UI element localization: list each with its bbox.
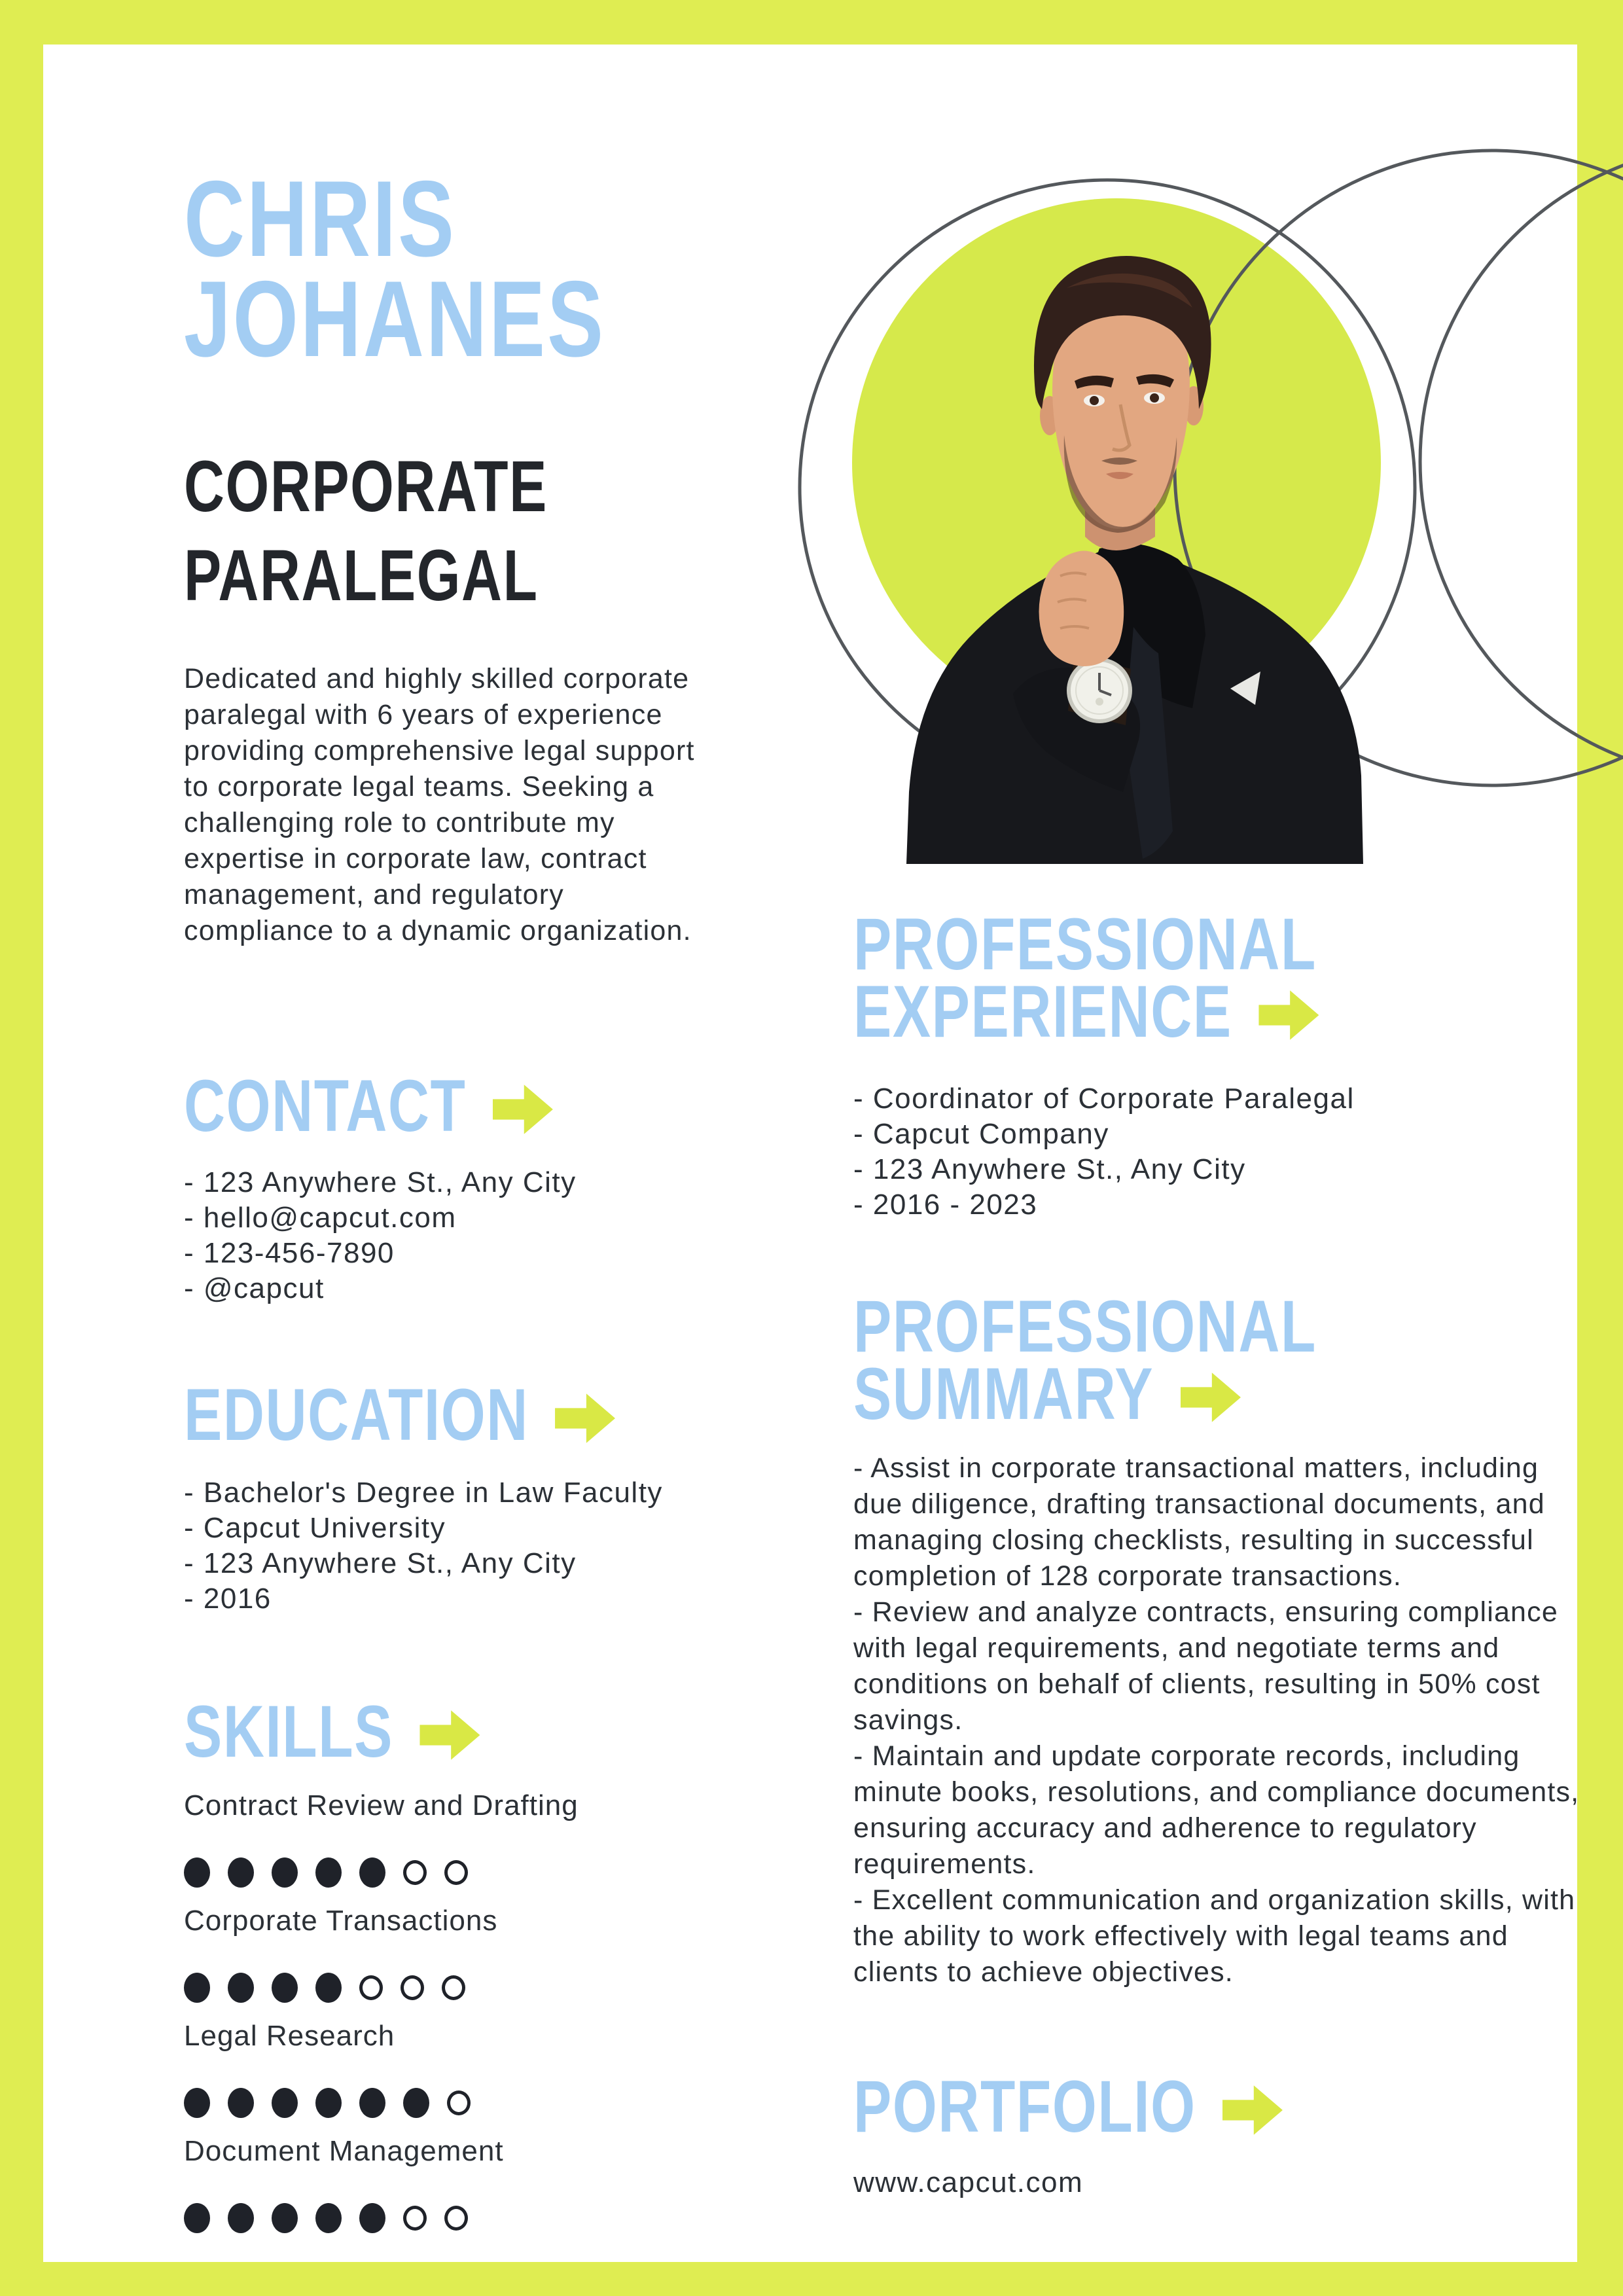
skill-item bbox=[184, 2135, 773, 2233]
empty-dot-icon bbox=[444, 2206, 468, 2231]
list-item: - 123 Anywhere St., Any City bbox=[853, 1153, 1246, 1185]
job-title bbox=[184, 442, 651, 620]
job-title-line1: CORPORATE bbox=[184, 446, 548, 527]
filled-dot-icon bbox=[228, 1857, 254, 1888]
filled-dot-icon bbox=[403, 2088, 429, 2118]
skill-rating-dots bbox=[184, 1973, 773, 2003]
experience-list bbox=[853, 1081, 1355, 1223]
skill-label: Document Management bbox=[184, 2135, 504, 2167]
filled-dot-icon bbox=[228, 1973, 254, 2003]
list-item: - @capcut bbox=[184, 1272, 325, 1304]
list-item: - Capcut Company bbox=[853, 1118, 1109, 1150]
filled-dot-icon bbox=[315, 1973, 342, 2003]
arrow-right-icon bbox=[1181, 1364, 1241, 1431]
arrow-right-icon bbox=[493, 1076, 553, 1143]
list-item: - Maintain and update corporate records, including minute books, resolutions, and compliance documents, ensuring accuracy and adherence to regulatory requirements. bbox=[853, 1740, 1580, 1880]
empty-dot-icon bbox=[403, 2206, 427, 2231]
empty-dot-icon bbox=[442, 1975, 465, 2000]
list-item: - 2016 bbox=[184, 1583, 272, 1615]
list-item: - 2016 - 2023 bbox=[853, 1189, 1038, 1221]
skills-heading-label: SKILLS bbox=[184, 1691, 393, 1772]
empty-dot-icon bbox=[401, 1975, 424, 2000]
portfolio-url: www.capcut.com bbox=[853, 2166, 1084, 2198]
education-list bbox=[184, 1475, 663, 1617]
contact-list bbox=[184, 1165, 577, 1306]
experience-heading bbox=[853, 903, 1448, 1052]
empty-dot-icon bbox=[359, 1975, 383, 2000]
filled-dot-icon bbox=[272, 1857, 298, 1888]
empty-dot-icon bbox=[403, 1860, 427, 1885]
filled-dot-icon bbox=[315, 2203, 342, 2233]
skill-label: Corporate Transactions bbox=[184, 1905, 498, 1937]
filled-dot-icon bbox=[359, 1857, 385, 1888]
skill-label: Contract Review and Drafting bbox=[184, 1789, 579, 1821]
list-item: - 123 Anywhere St., Any City bbox=[184, 1166, 577, 1198]
filled-dot-icon bbox=[184, 2203, 210, 2233]
list-item: - hello@capcut.com bbox=[184, 1202, 457, 1234]
experience-heading-line2: EXPERIENCE bbox=[853, 971, 1232, 1052]
filled-dot-icon bbox=[228, 2203, 254, 2233]
intro-summary: Dedicated and highly skilled corporate paralegal with 6 years of experience providing comprehensive legal support to corporate legal teams. Seeking a challenging role to contribute my expertise in corporate law, contract management, and regulatory compliance to a dynamic organization. bbox=[184, 663, 695, 946]
education-heading bbox=[184, 1374, 720, 1456]
arrow-right-icon bbox=[420, 1702, 480, 1769]
job-title-line2: PARALEGAL bbox=[184, 535, 539, 616]
skill-rating-dots bbox=[184, 1857, 773, 1888]
first-name: CHRIS bbox=[184, 158, 457, 279]
arrow-right-icon bbox=[1258, 982, 1319, 1049]
filled-dot-icon bbox=[315, 2088, 342, 2118]
filled-dot-icon bbox=[272, 1973, 298, 2003]
arrow-right-icon bbox=[1222, 2077, 1283, 2144]
filled-dot-icon bbox=[228, 2088, 254, 2118]
filled-dot-icon bbox=[184, 2088, 210, 2118]
skill-rating-dots bbox=[184, 2203, 773, 2233]
skill-rating-dots bbox=[184, 2088, 773, 2118]
filled-dot-icon bbox=[359, 2088, 385, 2118]
list-item: - Bachelor's Degree in Law Faculty bbox=[184, 1477, 663, 1509]
contact-heading-label: CONTACT bbox=[184, 1065, 467, 1147]
list-item: - 123 Anywhere St., Any City bbox=[184, 1547, 577, 1579]
list-item: - Coordinator of Corporate Paralegal bbox=[853, 1083, 1355, 1115]
empty-dot-icon bbox=[447, 2090, 471, 2115]
arrow-right-icon bbox=[555, 1385, 615, 1452]
contact-heading bbox=[184, 1065, 640, 1147]
list-item: - Assist in corporate transactional matters, including due diligence, drafting transactional documents, and managing closing checklists, resulting in successful completion of 128 corporate transactions. bbox=[853, 1452, 1545, 1592]
skill-label: Legal Research bbox=[184, 2020, 395, 2052]
portfolio-heading-label: PORTFOLIO bbox=[853, 2066, 1196, 2147]
filled-dot-icon bbox=[359, 2203, 385, 2233]
last-name: JOHANES bbox=[184, 259, 606, 379]
professional-summary-heading-line1: PROFESSIONAL bbox=[853, 1285, 1317, 1367]
filled-dot-icon bbox=[184, 1857, 210, 1888]
person-name bbox=[184, 158, 724, 379]
professional-summary-list bbox=[853, 1450, 1586, 1990]
skills-heading bbox=[184, 1691, 546, 1772]
list-item: - Capcut University bbox=[184, 1512, 446, 1544]
skills-list bbox=[184, 1789, 773, 2233]
filled-dot-icon bbox=[272, 2203, 298, 2233]
empty-dot-icon bbox=[444, 1860, 468, 1885]
portfolio-heading bbox=[853, 2066, 1387, 2147]
skill-item bbox=[184, 2020, 773, 2118]
education-heading-label: EDUCATION bbox=[184, 1374, 529, 1456]
experience-heading-line1: PROFESSIONAL bbox=[853, 903, 1317, 985]
list-item: - Review and analyze contracts, ensuring compliance with legal requirements, and negotiate terms and conditions on behalf of clients, resulting in 50% cost savings. bbox=[853, 1596, 1558, 1736]
profile-photo-area bbox=[772, 79, 1623, 864]
filled-dot-icon bbox=[272, 2088, 298, 2118]
decor-circle-3 bbox=[1420, 144, 1623, 779]
filled-dot-icon bbox=[315, 1857, 342, 1888]
professional-summary-heading bbox=[853, 1285, 1448, 1435]
filled-dot-icon bbox=[184, 1973, 210, 2003]
list-item: - Excellent communication and organization skills, with the ability to work effectively with legal teams and clients to achieve objectives. bbox=[853, 1884, 1576, 1988]
professional-summary-heading-line2: SUMMARY bbox=[853, 1353, 1154, 1435]
list-item: - 123-456-7890 bbox=[184, 1237, 395, 1269]
skill-item bbox=[184, 1789, 773, 1888]
skill-item bbox=[184, 1905, 773, 2003]
